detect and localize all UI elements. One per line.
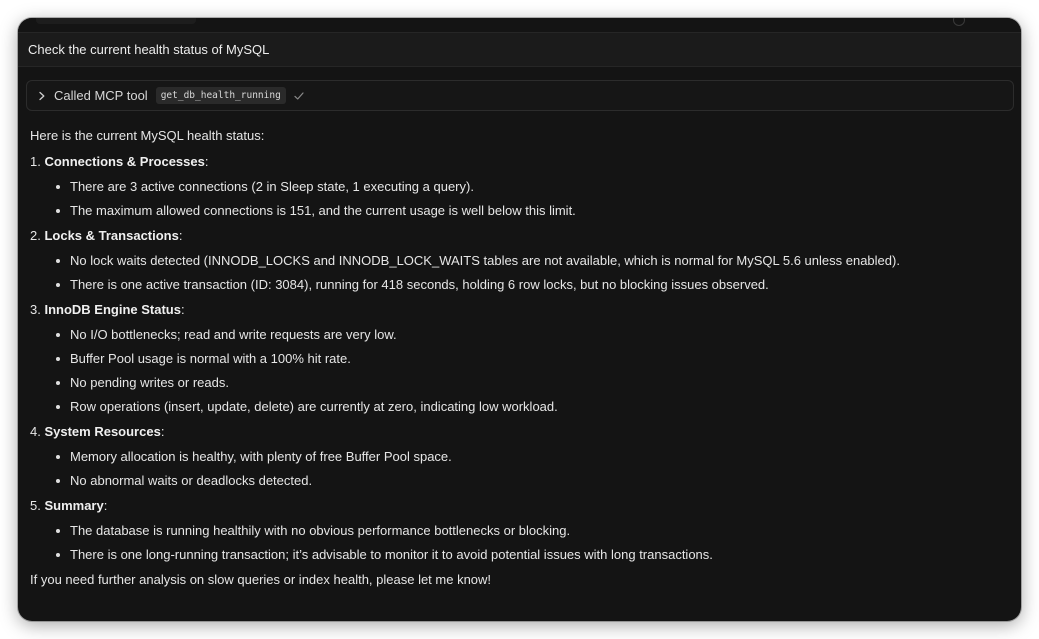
section-heading: 5. Summary:: [30, 498, 108, 513]
list-item: The database is running healthily with no obvious performance bottlenecks or blocking.: [54, 521, 1011, 540]
section-number: 3.: [30, 302, 41, 317]
top-strip: [18, 18, 1021, 32]
list-item: There is one long-running transaction; it’s advisable to monitor it to avoid potential issues with long transactions.: [54, 545, 1011, 564]
list-item: No abnormal waits or deadlocks detected.: [54, 471, 1011, 490]
section-innodb: [30, 300, 1011, 416]
section-number: 2.: [30, 228, 41, 243]
user-query-bar: [18, 32, 1021, 67]
section-system-resources: [30, 422, 1011, 490]
bullet-list: [30, 521, 1011, 564]
list-item: Memory allocation is healthy, with plenty of free Buffer Pool space.: [54, 447, 1011, 466]
chevron-right-icon: [35, 89, 49, 103]
tool-call-label: Called MCP tool: [54, 88, 148, 103]
tool-name-badge: get_db_health_running: [156, 87, 286, 104]
section-heading: 4. System Resources:: [30, 424, 165, 439]
section-heading: 2. Locks & Transactions:: [30, 228, 183, 243]
section-title: Locks & Transactions: [44, 228, 179, 243]
tool-call-toggle[interactable]: [26, 80, 1014, 111]
section-title: Summary: [44, 498, 104, 513]
list-item: There are 3 active connections (2 in Sleep state, 1 executing a query).: [54, 177, 1011, 196]
list-item: Row operations (insert, update, delete) are currently at zero, indicating low workload.: [54, 397, 1011, 416]
response-outro: If you need further analysis on slow queries or index health, please let me know!: [30, 572, 492, 587]
list-item: No lock waits detected (INNODB_LOCKS and INNODB_LOCK_WAITS tables are not available, which is normal for MySQL 5.6 unless enabled).: [54, 251, 1011, 270]
bullet-list: [30, 177, 1011, 220]
section-connections: [30, 152, 1011, 220]
section-title: System Resources: [44, 424, 161, 439]
list-item: The maximum allowed connections is 151, and the current usage is well below this limit.: [54, 201, 1011, 220]
bullet-list: [30, 325, 1011, 416]
section-heading: 3. InnoDB Engine Status:: [30, 302, 185, 317]
list-item: Buffer Pool usage is normal with a 100% hit rate.: [54, 349, 1011, 368]
section-title: InnoDB Engine Status: [44, 302, 181, 317]
section-number: 5.: [30, 498, 41, 513]
list-item: No pending writes or reads.: [54, 373, 1011, 392]
section-locks: [30, 226, 1011, 294]
list-item: No I/O bottlenecks; read and write requests are very low.: [54, 325, 1011, 344]
section-title: Connections & Processes: [44, 154, 205, 169]
bullet-list: [30, 447, 1011, 490]
bullet-list: [30, 251, 1011, 294]
section-number: 4.: [30, 424, 41, 439]
chat-window: [18, 18, 1021, 621]
assistant-response: [30, 126, 1011, 589]
section-heading: 1. Connections & Processes:: [30, 154, 209, 169]
user-query-text: Check the current health status of MySQL: [28, 42, 270, 57]
window-control-icon[interactable]: [953, 18, 965, 26]
tab-ghost: [36, 18, 196, 24]
section-number: 1.: [30, 154, 41, 169]
section-summary: [30, 496, 1011, 564]
response-intro: Here is the current MySQL health status:: [30, 128, 265, 143]
checkmark-icon: [293, 90, 305, 102]
list-item: There is one active transaction (ID: 3084), running for 418 seconds, holding 6 row locks, but no blocking issues observed.: [54, 275, 1011, 294]
